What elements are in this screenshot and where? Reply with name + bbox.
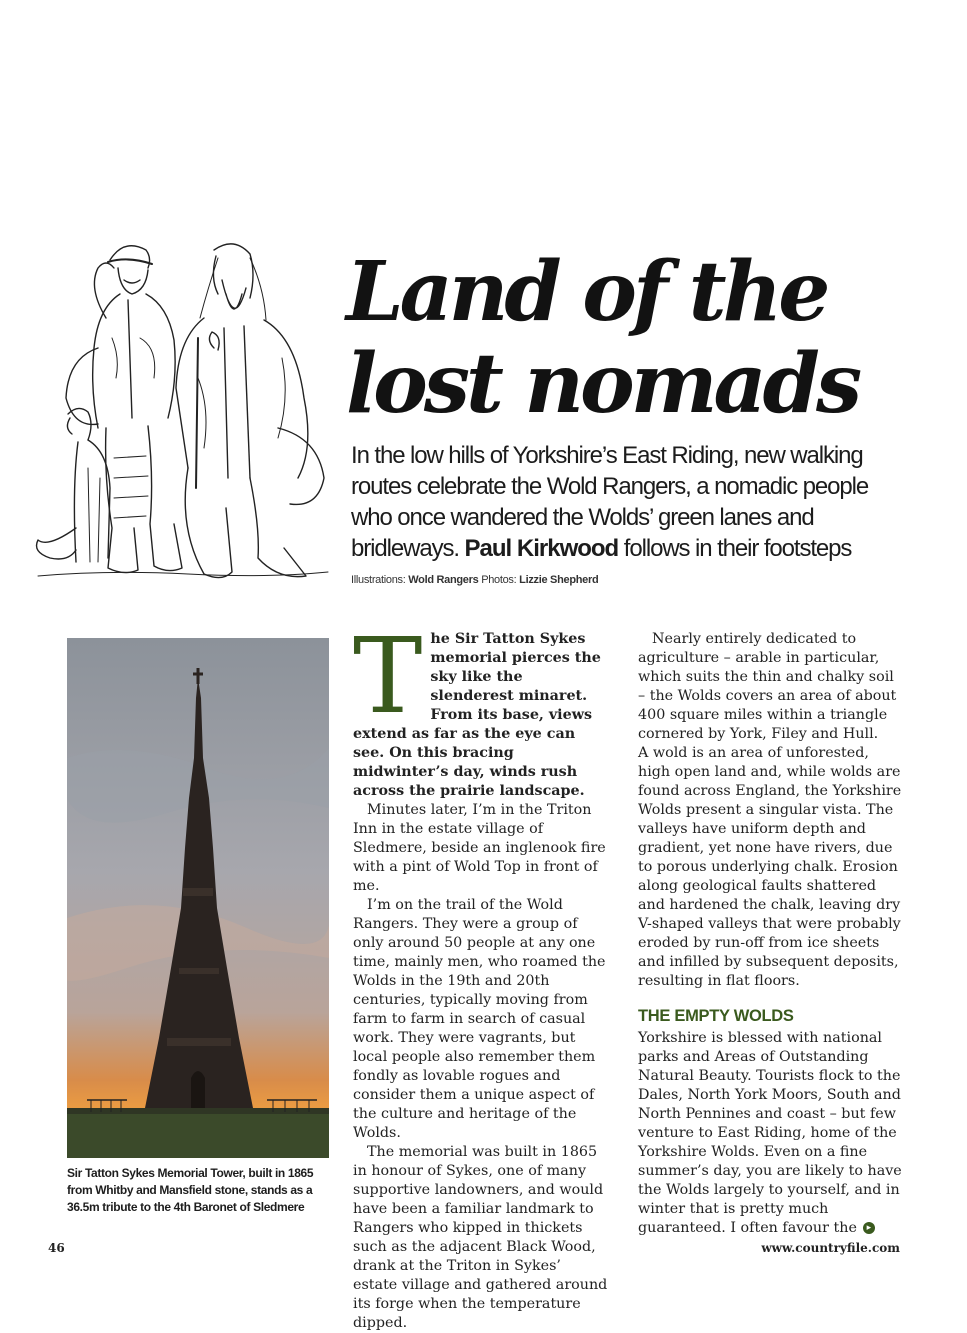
subheading: THE EMPTY WOLDS [638, 1007, 794, 1025]
lead-paragraph [353, 615, 608, 801]
article-headline [346, 246, 946, 430]
footer-url: www.countryfile.com [761, 1241, 900, 1255]
drop-cap: T [353, 615, 423, 737]
page-number: 46 [48, 1241, 65, 1255]
paragraph: The memorial was built in 1865 in honour of Sykes, one of many supportive landowners, and would have been a familiar landmark to Rangers who kipped in thickets such as the adjacent Black Wood, drank at the Triton in Sykes’ estate village and gathered around its forge when the temperature dipped. [353, 1144, 608, 1331]
paragraph: I’m on the trail of the Wold Rangers. They were a group of only around 50 people at any one time, mainly men, who roamed the Wolds in the 19th and 20th centuries, typically moving from farm to farm in search of casual work. They were vagrants, but local people also remember them fondly as lovable rogues and consider them a unique aspect of the culture and heritage of the Wolds. [353, 897, 606, 1141]
paragraph: Minutes later, I’m in the Triton Inn in the estate village of Sledmere, beside an inglenook fire with a pint of Wold Top in front of me. [353, 802, 606, 894]
standfirst-text: In the low hills of Yorkshire’s East Riding, new walking routes celebrate the Wold Rangers, a nomadic people who once wandered the Wolds’ green lanes and bridleways. [351, 442, 869, 562]
paragraph: A wold is an area of unforested, high open land and, while wolds are found across England, the Yorkshire Wolds present a singular vista. The valleys have uniform depth and gradient, yet none have rivers, due to porous underlying chalk. Erosion along geological faults shattered and hardened the chalk, leaving dry V-shaped valleys that were probably eroded by run-off from ice sheets and infilled by subsequent deposits, resulting in flat floors. [638, 745, 902, 989]
headline-line-1: Land of the [346, 244, 827, 340]
lead-text: he Sir Tatton Sykes memorial pierces the sky like the slenderest minaret. From its base, views extend as far as the eye can see. On this bracing midwinter’s day, winds rush across the prairie landscape. [353, 631, 601, 799]
paragraph-text: Yorkshire is blessed with national parks and Areas of Outstanding Natural Beauty. Tourists flock to the Dales, North York Moors, South and North Pennines and coast – but few venture to East Riding, home of the Yorkshire Wolds. Even on a fine summer’s day, you are likely to have the Wolds largely to yourself, and in winter that is pretty much guaranteed. I often favour the [638, 1030, 902, 1236]
memorial-tower-photo [67, 638, 329, 1158]
standfirst [351, 440, 911, 564]
photo-caption: Sir Tatton Sykes Memorial Tower, built in 1865 from Whitby and Mansfield stone, stands as a 36.5m tribute to the 4th Baronet of Sledmere [67, 1166, 314, 1214]
author-name: Paul Kirkwood [464, 535, 619, 562]
photo-credit-label: Photos: [481, 574, 517, 586]
illustration-credit-name: Wold Rangers [408, 574, 479, 586]
continue-arrow-icon: ▸ [863, 1222, 875, 1234]
standfirst-tail: follows in their footsteps [623, 535, 852, 562]
illustration-credit-label: Illustrations: [351, 574, 406, 586]
article-column-1 [353, 615, 608, 1333]
paragraph-continued [638, 1029, 903, 1238]
wold-rangers-illustration [28, 228, 342, 600]
article-column-2 [638, 630, 903, 1238]
credits [351, 574, 598, 586]
headline-line-2: lost nomads [346, 336, 859, 432]
paragraph: Nearly entirely dedicated to agriculture – arable in particular, which suits the thin and chalky soil – the Wolds covers an area of about 400 square miles within a triangle cornered by York, Filey and Hull. [638, 631, 897, 742]
photo-credit-name: Lizzie Shepherd [519, 574, 599, 586]
